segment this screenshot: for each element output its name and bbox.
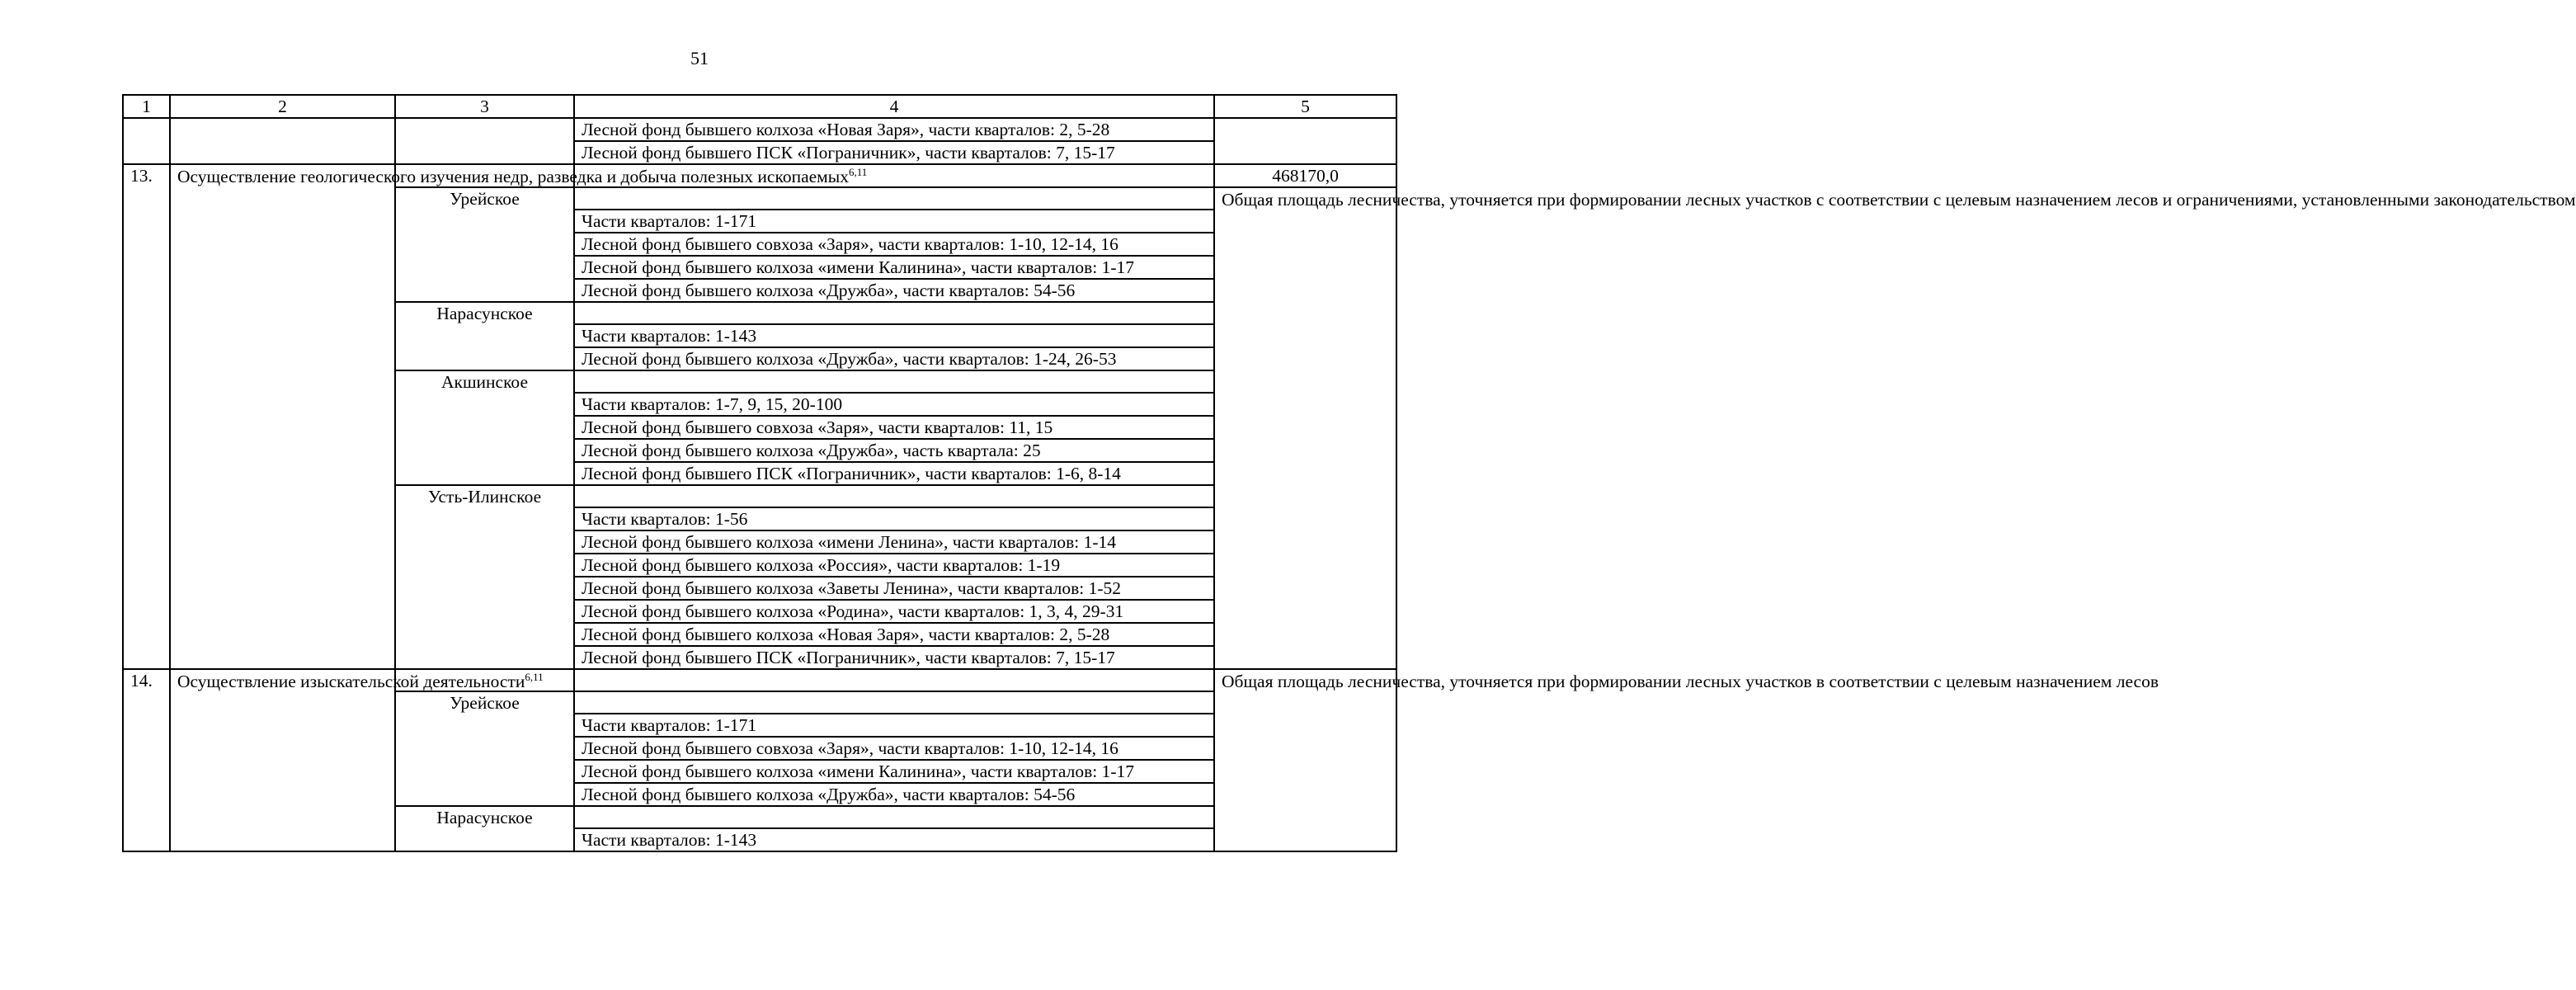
location-cell: Лесной фонд бывшего колхоза «имени Ленина», части кварталов: 1-14 <box>574 530 1214 554</box>
location-cell: Лесной фонд бывшего колхоза «имени Калинина», части кварталов: 1-17 <box>574 256 1214 279</box>
district-name: Урейское <box>395 187 574 302</box>
footnote-ref: 6,11 <box>848 165 868 178</box>
empty-cell <box>574 691 1214 714</box>
empty-cell <box>574 370 1214 393</box>
location-cell: Лесной фонд бывшего колхоза «Новая Заря», части кварталов: 2, 5-28 <box>574 623 1214 646</box>
area-value: 468170,0 <box>1214 164 1396 187</box>
district-name: Урейское <box>395 691 574 806</box>
activity-wrap <box>177 165 868 188</box>
location-cell: Части кварталов: 1-171 <box>574 714 1214 737</box>
empty-cell <box>395 118 574 164</box>
table-row <box>123 118 1396 141</box>
location-cell: Части кварталов: 1-143 <box>574 324 1214 347</box>
area-note: Общая площадь лесничества, уточняется при формировании лесных участков с соответствии с целевым назначением лесов и ограничениями, установленными законодательством <box>1214 187 1396 669</box>
district-name: Усть-Илинское <box>395 485 574 669</box>
location-cell: Лесной фонд бывшего совхоза «Заря», части кварталов: 1-10, 12-14, 16 <box>574 233 1214 256</box>
forest-use-table <box>122 94 2576 852</box>
empty-cell <box>574 669 1214 691</box>
empty-cell <box>574 187 1214 210</box>
location-cell: Части кварталов: 1-56 <box>574 507 1214 530</box>
table-row <box>123 164 1396 187</box>
header-cell: 5 <box>1214 95 1396 118</box>
location-cell: Лесной фонд бывшего колхоза «Россия», части кварталов: 1-19 <box>574 554 1214 577</box>
location-cell: Лесной фонд бывшего совхоза «Заря», части кварталов: 1-10, 12-14, 16 <box>574 737 1214 760</box>
empty-cell <box>574 302 1214 324</box>
location-cell: Лесной фонд бывшего ПСК «Пограничник», части кварталов: 7, 15-17 <box>574 141 1214 164</box>
location-cell: Лесной фонд бывшего колхоза «Новая Заря», части кварталов: 2, 5-28 <box>574 118 1214 141</box>
district-name: Нарасунское <box>395 302 574 370</box>
location-cell: Лесной фонд бывшего ПСК «Пограничник», части кварталов: 7, 15-17 <box>574 646 1214 669</box>
location-cell: Лесной фонд бывшего колхоза «Дружба», части кварталов: 54-56 <box>574 783 1214 806</box>
location-cell: Лесной фонд бывшего колхоза «Дружба», части кварталов: 1-24, 26-53 <box>574 347 1214 370</box>
empty-cell <box>574 485 1214 507</box>
item-number: 14. <box>123 669 170 851</box>
activity-text: Осуществление геологического изучения недр, разведка и добыча полезных ископаемых <box>177 167 849 186</box>
empty-cell <box>1214 118 1396 164</box>
empty-cell <box>170 118 395 164</box>
area-note: Общая площадь лесничества, уточняется при формировании лесных участков в соответствии с целевым назначением лесов <box>1214 669 1396 851</box>
empty-cell <box>123 118 170 164</box>
item-number: 13. <box>123 164 170 669</box>
location-cell: Части кварталов: 1-7, 9, 15, 20-100 <box>574 393 1214 416</box>
header-cell: 4 <box>574 95 1214 118</box>
activity-text: Осуществление изыскательской деятельности <box>177 672 525 691</box>
page-number: 51 <box>690 48 709 68</box>
header-row <box>123 95 1396 118</box>
header-cell: 3 <box>395 95 574 118</box>
footnote-ref: 6,11 <box>525 670 544 683</box>
empty-cell <box>574 806 1214 828</box>
activity-wrap <box>177 670 544 693</box>
location-cell: Лесной фонд бывшего колхоза «Заветы Ленина», части кварталов: 1-52 <box>574 577 1214 600</box>
location-cell: Части кварталов: 1-143 <box>574 828 1214 851</box>
district-name: Нарасунское <box>395 806 574 851</box>
location-cell: Лесной фонд бывшего колхоза «Родина», части кварталов: 1, 3, 4, 29-31 <box>574 600 1214 623</box>
location-cell: Лесной фонд бывшего колхоза «имени Калинина», части кварталов: 1-17 <box>574 760 1214 783</box>
district-name: Акшинское <box>395 370 574 485</box>
table-row <box>123 669 1396 691</box>
location-cell: Лесной фонд бывшего колхоза «Дружба», части кварталов: 54-56 <box>574 279 1214 302</box>
header-cell: 1 <box>123 95 170 118</box>
location-cell: Части кварталов: 1-171 <box>574 210 1214 233</box>
header-cell: 2 <box>170 95 395 118</box>
location-cell: Лесной фонд бывшего ПСК «Пограничник», части кварталов: 1-6, 8-14 <box>574 462 1214 485</box>
location-cell: Лесной фонд бывшего колхоза «Дружба», часть квартала: 25 <box>574 439 1214 462</box>
location-cell: Лесной фонд бывшего совхоза «Заря», части кварталов: 11, 15 <box>574 416 1214 439</box>
